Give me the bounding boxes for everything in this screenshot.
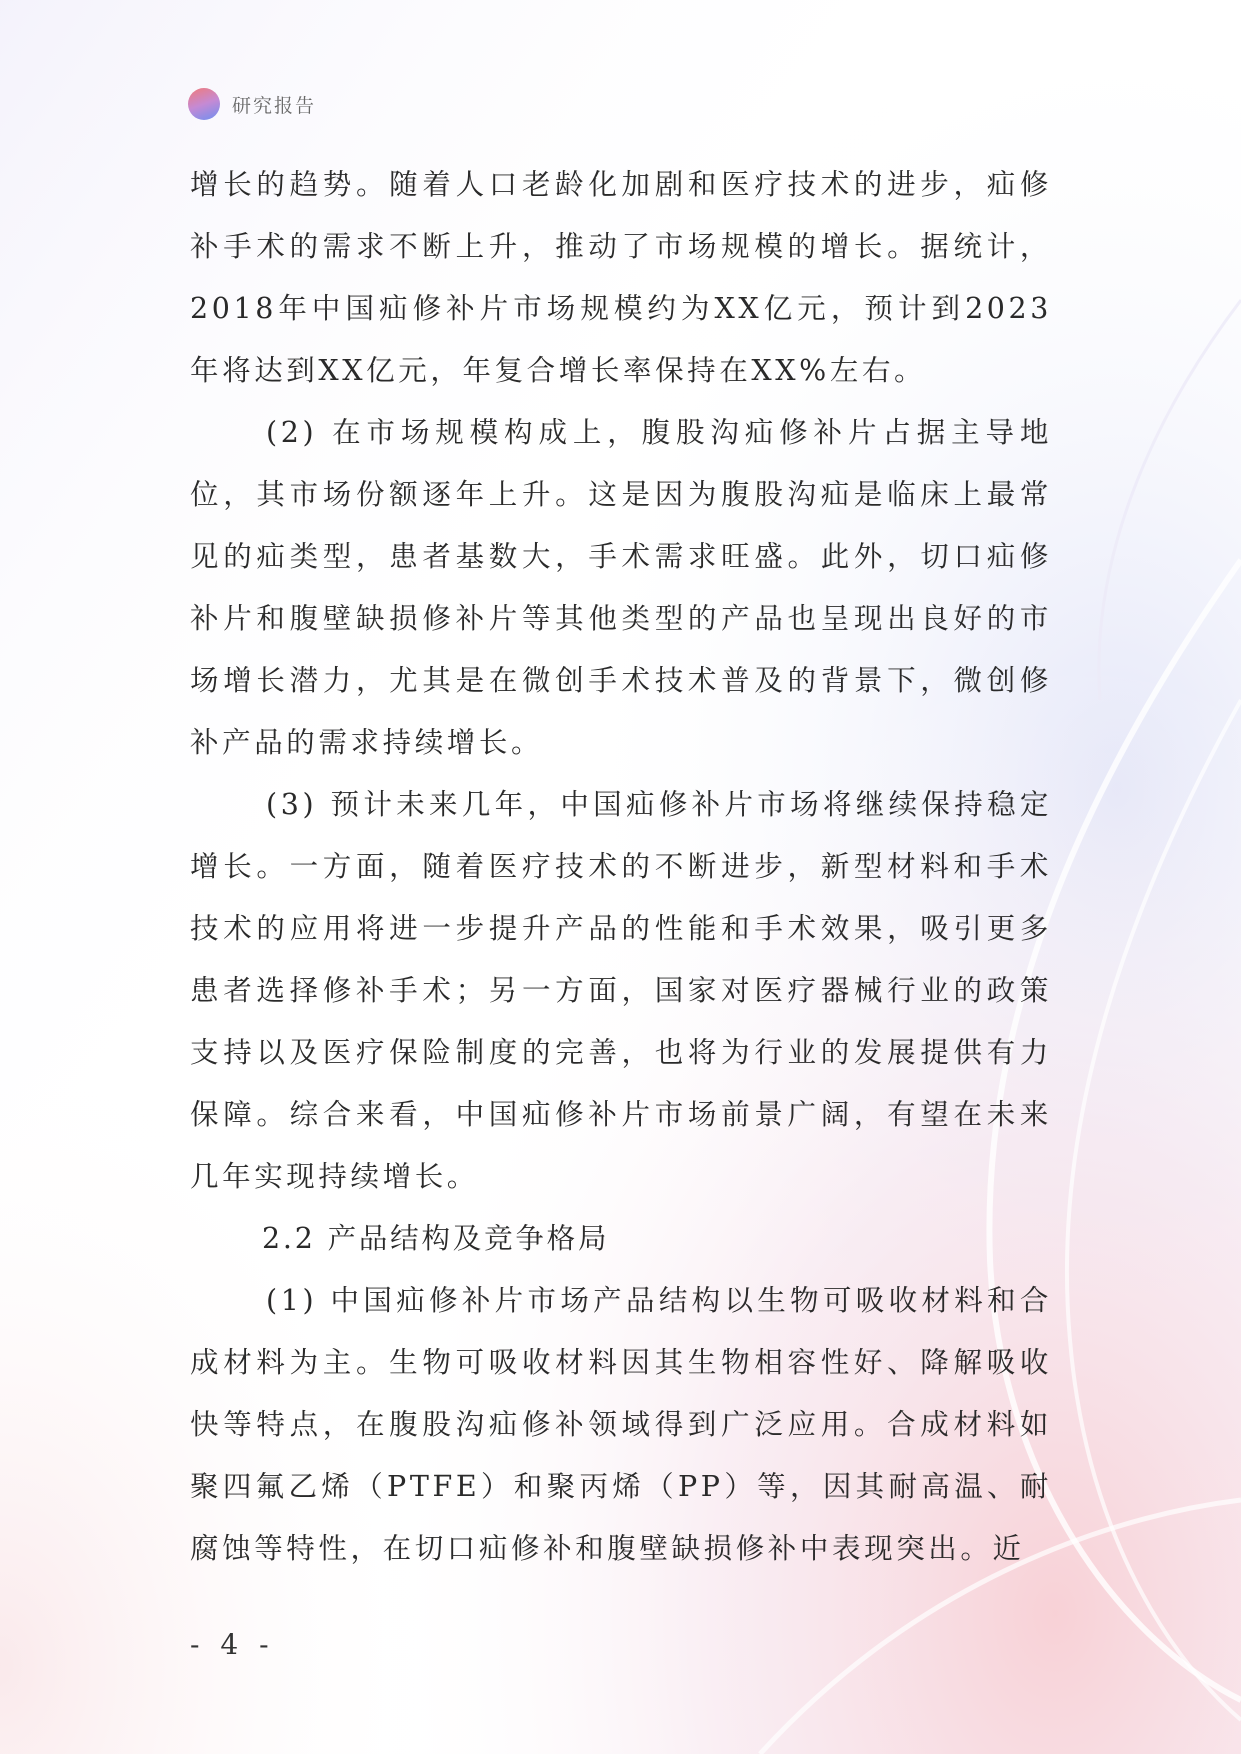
report-logo-icon [188, 88, 220, 120]
body-paragraph: (2) 在市场规模构成上，腹股沟疝修补片占据主导地位，其市场份额逐年上升。这是因为腹股沟疝是临床上最常见的疝类型，患者基数大，手术需求旺盛。此外，切口疝修补片和腹壁缺损修补片等其他类型的产品也呈现出良好的市场增长潜力，尤其是在微创手术技术普及的背景下，微创修补产品的需求持续增长。 [190, 416, 1052, 759]
header-title: 研究报告 [232, 94, 317, 117]
body-paragraph: (1) 中国疝修补片市场产品结构以生物可吸收材料和合成材料为主。生物可吸收材料因其生物相容性好、降解吸收快等特点，在腹股沟疝修补领域得到广泛应用。合成材料如聚四氟乙烯（PTFE）和聚丙烯（PP）等，因其耐高温、耐腐蚀等特性，在切口疝修补和腹壁缺损修补中表现突出。近 [190, 1284, 1052, 1565]
page-number: - 4 - [190, 1628, 275, 1661]
section-heading: 2.2 产品结构及竞争格局 [262, 1222, 610, 1255]
report-header [188, 88, 316, 120]
body-paragraph: 增长的趋势。随着人口老龄化加剧和医疗技术的进步，疝修补手术的需求不断上升，推动了市场规模的增长。据统计，2018年中国疝修补片市场规模约为XX亿元，预计到2023年将达到XX亿元，年复合增长率保持在XX%左右。 [190, 168, 1052, 387]
report-body [190, 154, 1052, 1580]
body-paragraph: (3) 预计未来几年，中国疝修补片市场将继续保持稳定增长。一方面，随着医疗技术的不断进步，新型材料和手术技术的应用将进一步提升产品的性能和手术效果，吸引更多患者选择修补手术；另一方面，国家对医疗器械行业的政策支持以及医疗保险制度的完善，也将为行业的发展提供有力保障。综合来看，中国疝修补片市场前景广阔，有望在未来几年实现持续增长。 [190, 788, 1052, 1193]
